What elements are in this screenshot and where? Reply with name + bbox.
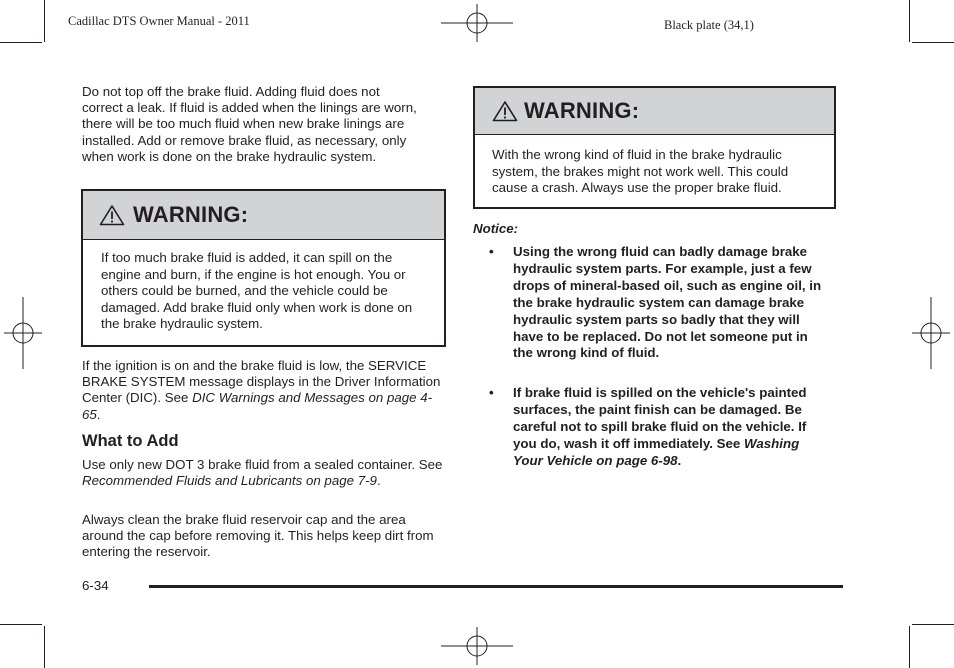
cross-reference-link[interactable]: Washing Your Vehicle on page 6-98 [513,435,800,468]
section-heading: What to Add [82,432,179,450]
crop-mark [44,0,45,42]
notice-label: Notice: [473,221,519,236]
crop-mark [912,42,954,43]
list-item [489,385,831,470]
footer-rule [149,585,843,588]
warning-header [475,88,834,135]
period: . [376,473,381,489]
use-only-paragraph [82,457,446,489]
intro-paragraph: Do not top off the brake fluid. Adding fluid does not correct a leak. If fluid is added when the linings are worn, there will be too much fluid when new brake linings are installed. Add or remove brake fluid, as necessary, only when work is done on the brake hydraulic system. [82,84,417,164]
warning-box-right [473,86,836,209]
page-number: 6-34 [82,578,109,593]
bullet-text: If brake fluid is spilled on the vehicle's painted surfaces, the paint finish can be damaged. Be careful not to spill brake fluid on the vehicle. If you do, wash it off immediately. See [513,385,807,451]
registration-mark-icon [441,4,513,42]
crop-mark [912,624,954,625]
crop-mark [0,624,42,625]
cross-reference-link[interactable]: DIC Warnings and Messages on page 4-65 [82,390,433,422]
bullet-icon: • [489,244,494,259]
warning-box-left [81,189,446,347]
crop-mark [44,626,45,668]
warning-title: WARNING: [133,202,249,227]
crop-mark [0,42,42,43]
registration-mark-icon [441,627,513,665]
warning-body: If too much brake fluid is added, it can spill on the engine and burn, if the engine is hot enough. You or others could be burned, and the vehicle could be damaged. Add brake fluid only when work is done on the brake hydraulic system. [101,250,413,331]
warning-triangle-icon [492,100,518,122]
bullet-text: Using the wrong fluid can badly damage brake hydraulic system parts. For example, just a few drops of mineral-based oil, such as engine oil, in the brake hydraulic system can damage brake hydraulic system parts so badly that they will have to be replaced. Do not let someone put in the wrong kind of fluid. [513,244,822,361]
registration-mark-icon [912,297,950,369]
ignition-text: If the ignition is on and the brake fluid is low, the SERVICE BRAKE SYSTEM message displays in the Driver Information Center (DIC). See [82,358,441,406]
list-item [489,244,831,362]
warning-header [83,191,444,240]
registration-mark-icon [4,297,42,369]
crop-mark [909,626,910,668]
manual-title: Cadillac DTS Owner Manual - 2011 [68,14,250,28]
period: . [677,452,682,468]
bullet-icon: • [489,385,494,400]
plate-label: Black plate (34,1) [664,18,754,32]
warning-triangle-icon [99,204,125,226]
warning-title: WARNING: [524,98,640,123]
ignition-paragraph [82,358,444,423]
clean-cap-paragraph: Always clean the brake fluid reservoir cap and the area around the cap before removing it. This helps keep dirt from entering the reservoir. [82,512,434,560]
period: . [96,406,101,422]
crop-mark [909,0,910,42]
warning-body: With the wrong kind of fluid in the brake hydraulic system, the brakes might not work well. This could cause a crash. Always use the proper brake fluid. [492,147,789,195]
cross-reference-link[interactable]: Recommended Fluids and Lubricants on page 7-9 [82,473,377,489]
use-only-text: Use only new DOT 3 brake fluid from a sealed container. See [82,457,443,472]
